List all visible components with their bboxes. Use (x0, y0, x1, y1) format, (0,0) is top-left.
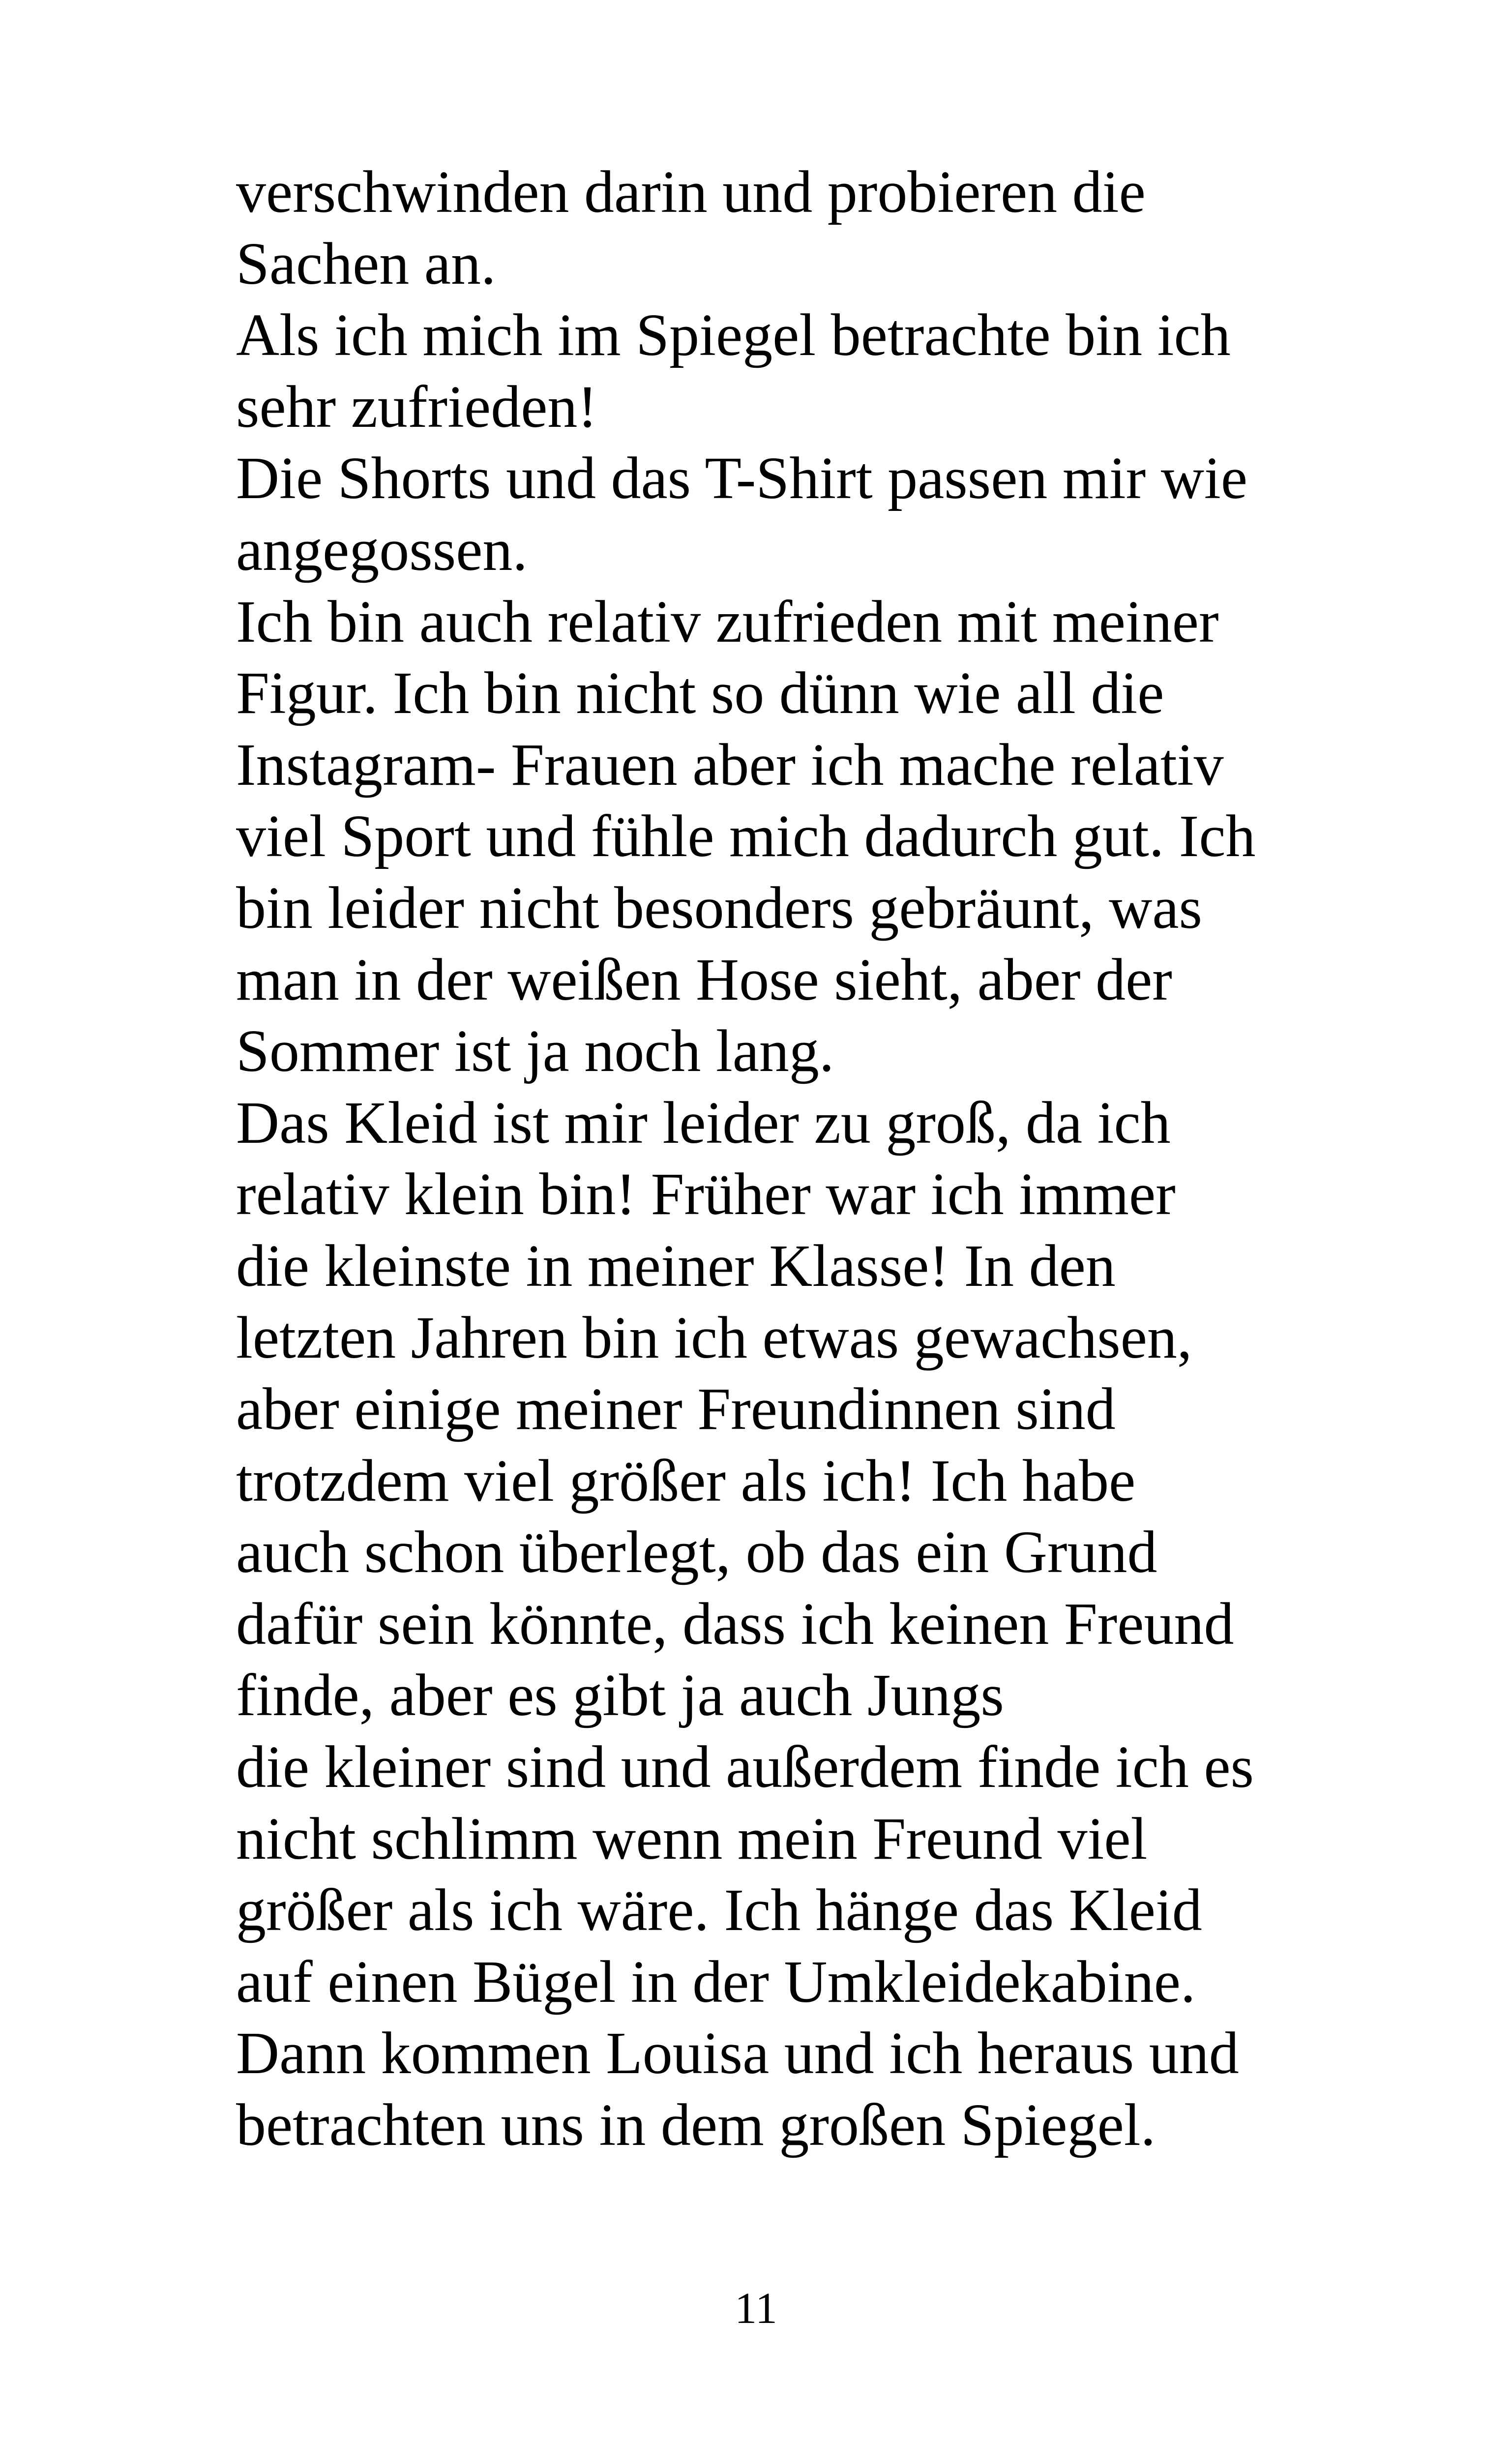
text-line: Sachen an. (236, 230, 496, 297)
text-line: angegossen. (236, 516, 528, 583)
text-line: sehr zufrieden! (236, 373, 597, 440)
text-line: Figur. Ich bin nicht so dünn wie all die (236, 660, 1164, 727)
text-line: die kleiner sind und außerdem finde ich es (236, 1734, 1254, 1801)
text-line: Das Kleid ist mir leider zu groß, da ich (236, 1089, 1171, 1156)
body-text (236, 156, 1308, 2161)
text-line: nicht schlimm wenn mein Freund viel (236, 1805, 1148, 1872)
text-line: größer als ich wäre. Ich hänge das Kleid (236, 1877, 1202, 1944)
text-line: auf einen Bügel in der Umkleidekabine. (236, 1948, 1196, 2015)
text-line: betrachten uns in dem großen Spiegel. (236, 2092, 1156, 2159)
text-line: verschwinden darin und probieren die (236, 159, 1146, 225)
text-line: dafür sein könnte, dass ich keinen Freund (236, 1590, 1234, 1657)
text-line: relativ klein bin! Früher war ich immer (236, 1161, 1176, 1228)
text-line: Dann kommen Louisa und ich heraus und (236, 2020, 1239, 2087)
text-line: finde, aber es gibt ja auch Jungs (236, 1662, 1004, 1729)
page-number: 11 (735, 2284, 777, 2333)
text-line: Sommer ist ja noch lang. (236, 1018, 834, 1085)
text-line: letzten Jahren bin ich etwas gewachsen, (236, 1304, 1192, 1371)
text-line: man in der weißen Hose sieht, aber der (236, 946, 1172, 1013)
text-line: Die Shorts und das T-Shirt passen mir wie (236, 445, 1247, 512)
text-line: Ich bin auch relativ zufrieden mit meiner (236, 588, 1219, 655)
text-line: bin leider nicht besonders gebräunt, was (236, 874, 1202, 941)
text-line: auch schon überlegt, ob das ein Grund (236, 1519, 1157, 1586)
text-line: aber einige meiner Freundinnen sind (236, 1376, 1116, 1443)
text-line: trotzdem viel größer als ich! Ich habe (236, 1447, 1136, 1514)
text-line: Als ich mich im Spiegel betrachte bin ich (236, 302, 1231, 369)
text-line: die kleinste in meiner Klasse! In den (236, 1232, 1116, 1299)
text-line: Instagram- Frauen aber ich mache relativ (236, 731, 1224, 798)
text-line: viel Sport und fühle mich dadurch gut. Ich (236, 803, 1256, 870)
